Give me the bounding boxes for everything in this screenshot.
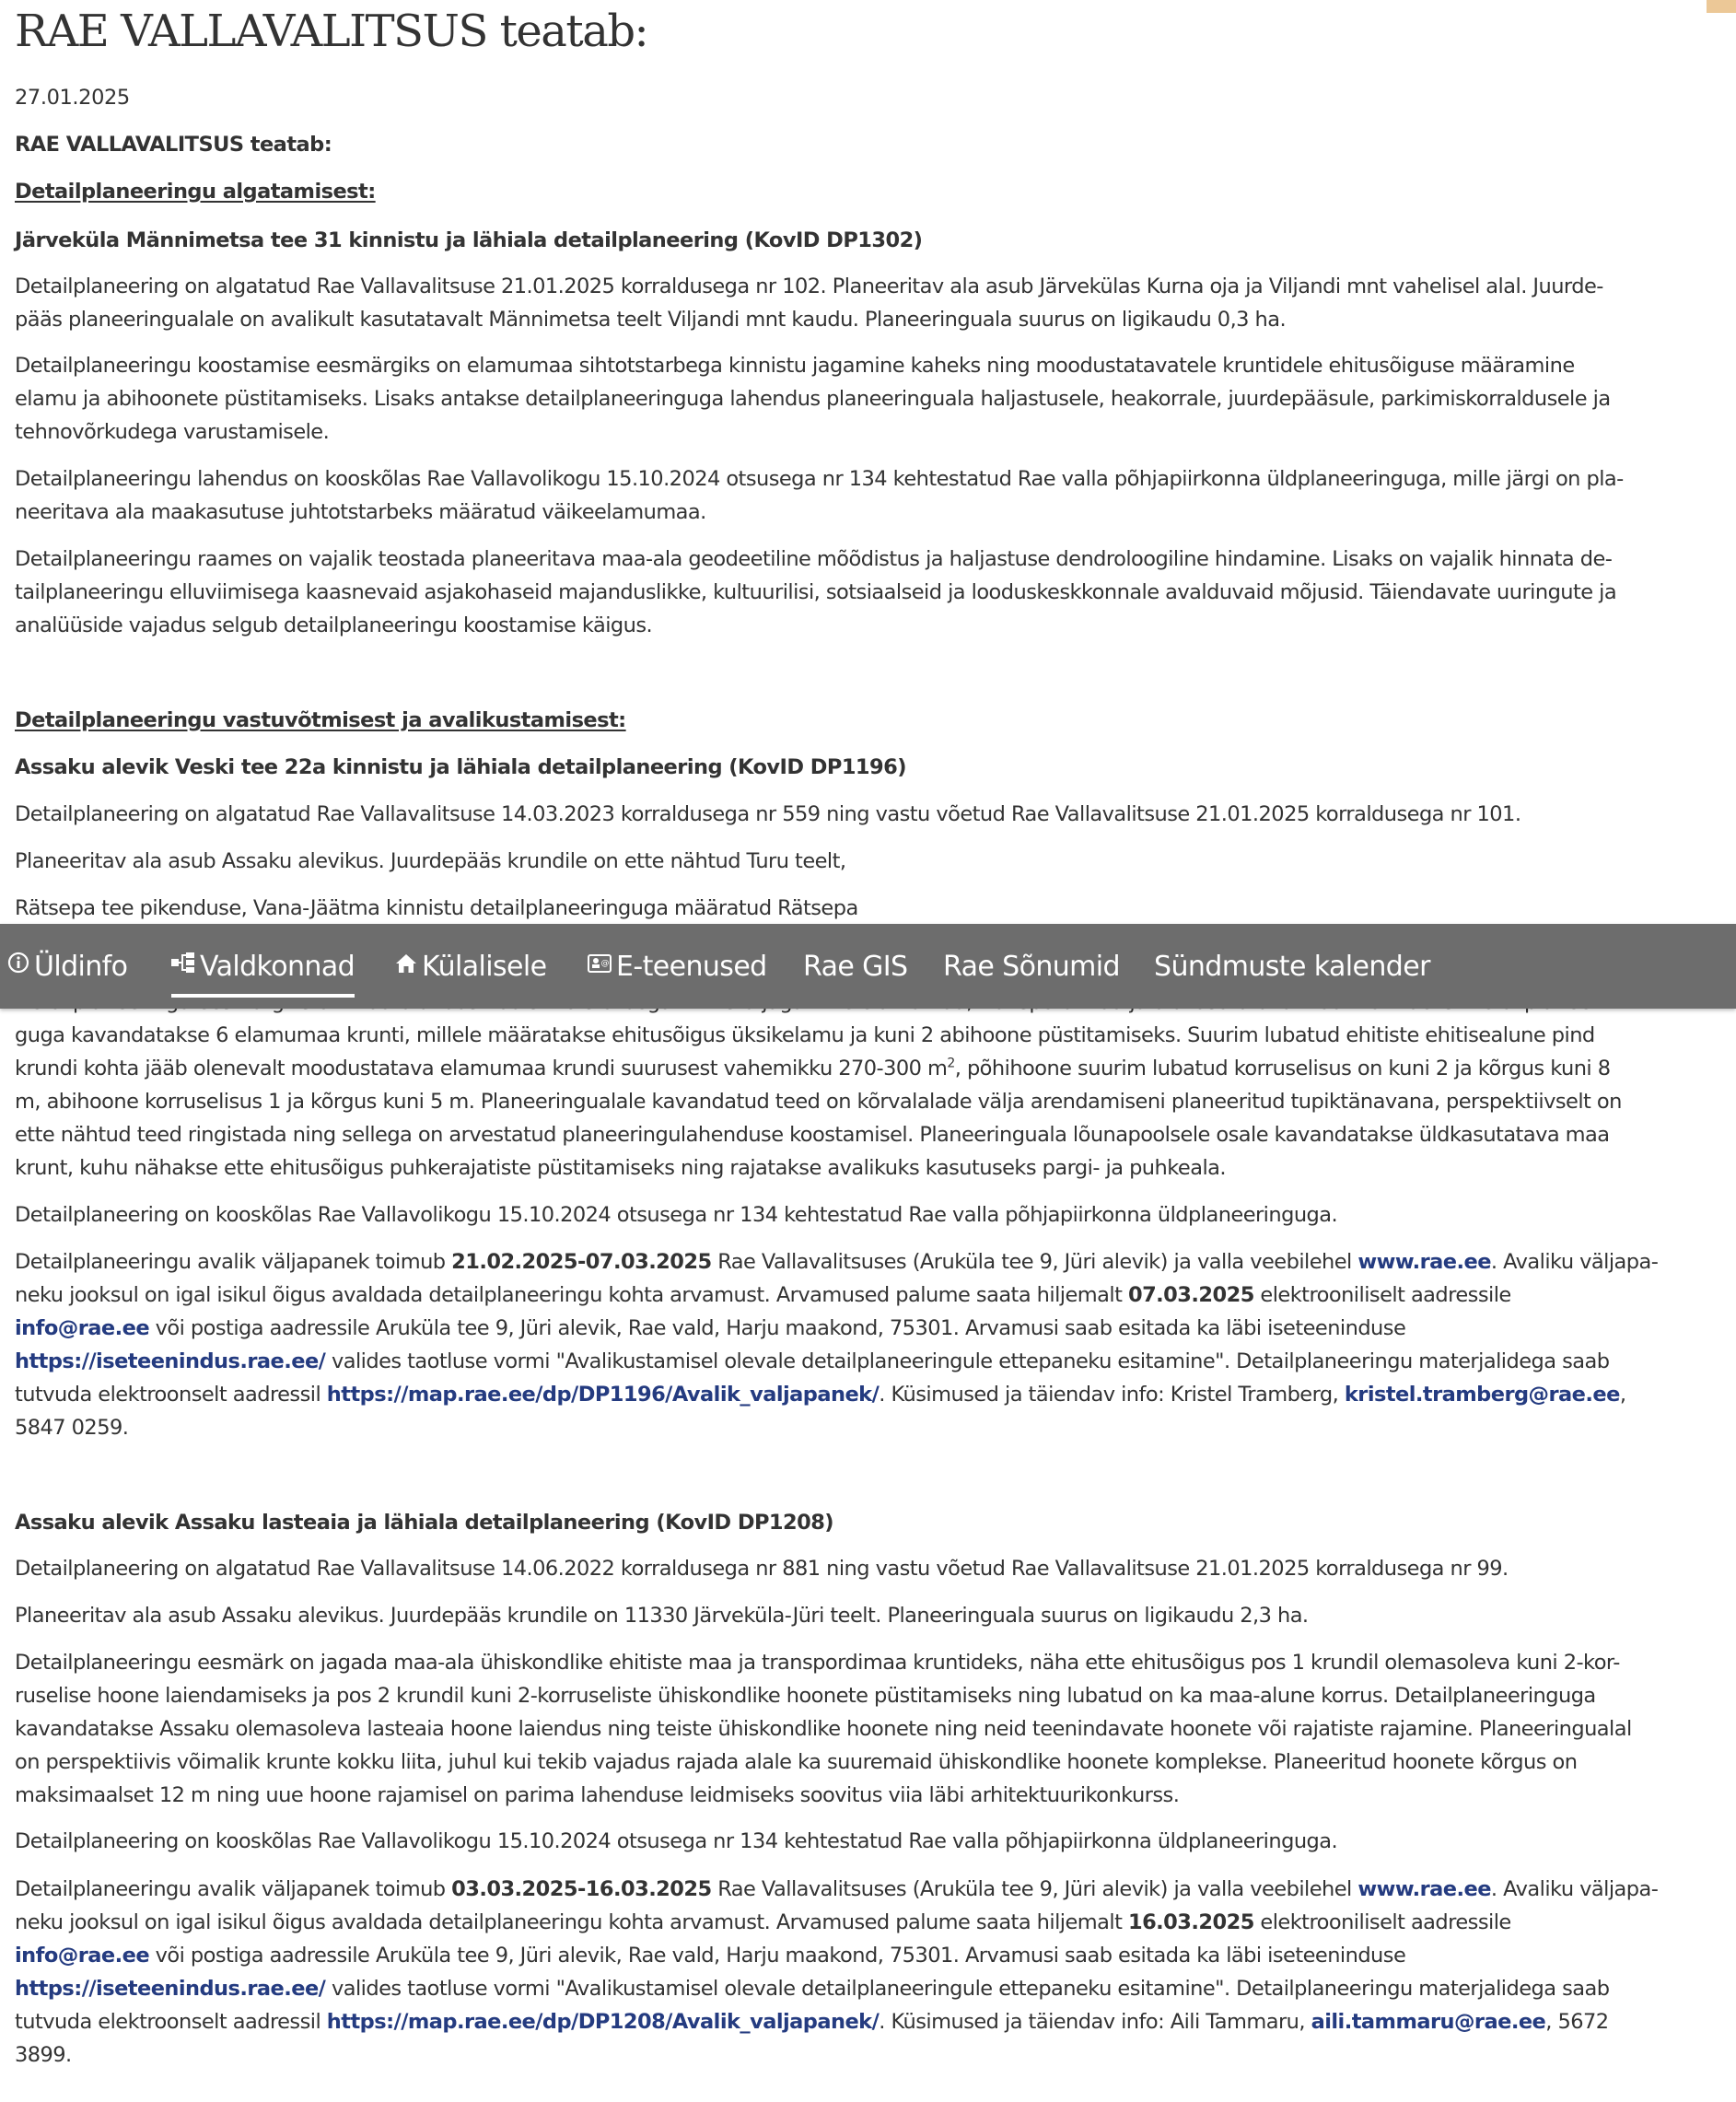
link-contact-email[interactable]: kristel.tramberg@rae.ee bbox=[1344, 1383, 1620, 1407]
link-info-email[interactable]: info@rae.ee bbox=[15, 1944, 150, 1968]
paragraph: guga kavandatakse 6 elamumaa krunti, millele määratakse ehitusõigus üksikelamu ja kuni 2 abihoone püstitamiseks. Suurim lubatud ehitiste ehitisealune pind krundi kohta jääb olenevalt moodustatava elamumaa krundi suurusest vahemikku 270-300 $m^2$, põhihoone suurim lubatud korruselisus on kuni 2 ja kõrgus kuni 8 m, abihoone korruselisus 1 ja kõrgus kuni 5 m. Planeeringualale kavandatud teed on kõrvalalade välja arendamiseni planeeritud tupiktänavana, perspektiivselt on ette nähtud teed ringistada ning sellega on arvestatud planeeringulahenduse koostamisel. Planeeringuala lõunapoolsele osale kavandatakse üldkasutatava maa krunt, kuhu nähakse ette ehitusõigus puhkerajatiste püstitamiseks ning rajatakse avalikuks kasutuseks pargi- ja puhkeala. bbox=[15, 986, 1625, 1185]
section-heading-adoption: Detailplaneeringu vastuvõtmisest ja avalikustamisest: bbox=[15, 708, 626, 732]
link-www-rae[interactable]: www.rae.ee bbox=[1357, 1877, 1491, 1901]
publish-date: 27.01.2025 bbox=[15, 86, 130, 110]
paragraph: Detailplaneeringu eesmärk on jagada maa-ala ühiskondlike ehitiste maa ja transpordimaa kruntideks, näha ette ehitusõigus pos 1 krundil olemasoleva kuni 2-kor- ruselise hoone laiendamiseks ja pos 2 krundil kuni 2-korruseliste ühiskondlike hoonete püstitamiseks ning lubatud on ka maa-alune korrus. Detailplaneeringuga kavandatakse Assaku olemasoleva lasteaia hoone laiendus ning teiste ühiskondlike hoonete ning neid teenindavate hoonete või rajatiste rajamine. Planeeringualal on perspektiivis võimalik krunte kokku liita, juhul kui tekib vajadus rajada alale ka suuremaid ühiskondlike hoonete komplekse. Planeeritud hoonete kõrgus on maksimaalset 12 m ning uue hoone rajamisel on parima lahenduse leidmiseks soovitus viia läbi arhitektuurikonkurss. bbox=[15, 1651, 1632, 1807]
paragraph: Detailplaneeringu koostamise eesmärgiks on elamumaa sihtotstarbega kinnistu jagamine kaheks ning moodustatavatele kruntidele ehitusõiguse määramine elamu ja abihoonete püstitamiseks. Lisaks antakse detailplaneeringuga lahendus planeeringuala haljastusele, heakorrale, juurdepääsule, parkimiskorraldusele ja tehnovõrkudega varustamisele. bbox=[15, 354, 1611, 444]
nav-item-kulalisele[interactable]: Külalisele bbox=[395, 924, 546, 1009]
paragraph: Detailplaneering on kooskõlas Rae Vallavolikogu 15.10.2024 otsusega nr 134 kehtestatud Rae valla põhjapiirkonna üldplaneeringuga. bbox=[15, 1203, 1338, 1227]
plan-title-dp1208: Assaku alevik Assaku lasteaia ja lähiala detailplaneering (KovID DP1208) bbox=[15, 1511, 834, 1535]
link-www-rae[interactable]: www.rae.ee bbox=[1357, 1250, 1491, 1274]
paragraph: Detailplaneeringu raames on vajalik teostada planeeritava maa-ala geodeetiline mõõdistus ja haljastuse dendroloogiline hindamine. Lisaks on vajalik hinnata de- tailplaneeringu elluviimisega kaasnevaid asjakohaseid majanduslikke, kultuurilisi, sotsiaalseid ja looduskeskkonnale avalduvaid mõjusid. Täiendavate uuringute ja analüüside vajadus selgub detailplaneeringu koostamise käigus. bbox=[15, 547, 1617, 637]
nav-item-uldinfo[interactable]: Üldinfo bbox=[7, 924, 127, 1009]
public-display-paragraph: Detailplaneeringu avalik väljapanek toimub 03.03.2025-16.03.2025 Rae Vallavalitsuses (Aruküla tee 9, Jüri alevik) ja valla veebilehel www.rae.ee. Avaliku väljapa- neku jooksul on igal isikul õigus avaldada detailplaneeringu kohta arvamust. Arvamused palume saata hiljemalt 16.03.2025 elektrooniliselt aadressile info@rae.ee või postiga aadressile Aruküla tee 9, Jüri alevik, Rae vald, Harju maakond, 75301. Arvamusi saab esitada ka läbi iseteeninduse https://iseteenindus.rae.ee/ valides taotluse vormi "Avalikustamisel olevale detailplaneeringule ettepaneku esitamine". Detailplaneeringu materjalidega saab tutvuda elektroonselt aadressil https://map.rae.ee/dp/DP1208/Avalik_valjapanek/. Küsimused ja täiendav info: Aili Tammaru, aili.tammaru@rae.ee, 5672 3899. bbox=[15, 1877, 1659, 2067]
nav-item-sundmuste-kalender[interactable]: Sündmuste kalender bbox=[1154, 951, 1430, 983]
display-dates: 03.03.2025-16.03.2025 bbox=[451, 1877, 712, 1901]
paragraph: Detailplaneering on algatatud Rae Vallavalitsuse 21.01.2025 korraldusega nr 102. Planeeritav ala asub Järvekülas Kurna oja ja Viljandi mnt vahelisel alal. Juurde- pääs planeeringualale on avalikult kasutatavalt Männimetsa teelt Viljandi mnt kaudu. Planeeringuala suurus on ligikaudu 0,3 ha. bbox=[15, 274, 1603, 332]
link-info-email[interactable]: info@rae.ee bbox=[15, 1316, 150, 1340]
nav-item-rae-sonumid[interactable]: Rae Sõnumid bbox=[943, 951, 1120, 983]
svg-text:@: @ bbox=[600, 958, 609, 968]
plan-title-dp1302: Järveküla Männimetsa tee 31 kinnistu ja lähiala detailplaneering (KovID DP1302) bbox=[15, 228, 923, 252]
nav-item-rae-gis[interactable]: Rae GIS bbox=[803, 951, 908, 983]
section-heading-initiation: Detailplaneeringu algatamisest: bbox=[15, 180, 376, 204]
paragraph-line: krundi kohta jääb olenevalt moodustatava elamumaa krundi suurusest vahemikku 270-300 $m^2$, põhihoone suurim lubatud korruselisus on kuni 2 ja kõrgus kuni 8 bbox=[15, 1056, 1611, 1080]
page-title: RAE VALLAVALITSUS teatab: bbox=[15, 6, 648, 57]
public-display-paragraph: Detailplaneeringu avalik väljapanek toimub 21.02.2025-07.03.2025 Rae Vallavalitsuses (Aruküla tee 9, Jüri alevik) ja valla veebilehel www.rae.ee. Avaliku väljapa- neku jooksul on igal isikul õigus avaldada detailplaneeringu kohta arvamust. Arvamused palume saata hiljemalt 07.03.2025 elektrooniliselt aadressile info@rae.ee või postiga aadressile Aruküla tee 9, Jüri alevik, Rae vald, Harju maakond, 75301. Arvamusi saab esitada ka läbi iseteeninduse https://iseteenindus.rae.ee/ valides taotluse vormi "Avalikustamisel olevale detailplaneeringule ettepaneku esitamine". Detailplaneeringu materjalidega saab tutvuda elektroonselt aadressil https://map.rae.ee/dp/DP1196/Avalik_valjapanek/. Küsimused ja täiendav info: Kristel Tramberg, kristel.tramberg@rae.ee, 5847 0259. bbox=[15, 1250, 1659, 1440]
nav-item-valdkonnad[interactable]: Valdkonnad bbox=[171, 924, 355, 1009]
link-iseteenindus[interactable]: https://iseteenindus.rae.ee/ bbox=[15, 1349, 326, 1373]
link-map-dp1208[interactable]: https://map.rae.ee/dp/DP1208/Avalik_valjapanek/ bbox=[326, 2010, 880, 2034]
plan-title-dp1196: Assaku alevik Veski tee 22a kinnistu ja lähiala detailplaneering (KovID DP1196) bbox=[15, 755, 906, 779]
main-nav bbox=[0, 924, 1736, 1009]
corner-decoration bbox=[1707, 0, 1736, 13]
link-iseteenindus[interactable]: https://iseteenindus.rae.ee/ bbox=[15, 1977, 326, 2001]
paragraph: Planeeritav ala asub Assaku alevikus. Juurdepääs krundile on 11330 Järveküla-Jüri teelt. Planeeringuala suurus on ligikaudu 2,3 ha. bbox=[15, 1604, 1309, 1628]
nav-item-e-teenused[interactable]: @ E-teenused bbox=[588, 924, 767, 1009]
paragraph: Detailplaneering on algatatud Rae Vallavalitsuse 14.06.2022 korraldusega nr 881 ning vastu võetud Rae Vallavalitsuse 21.01.2025 korraldusega nr 99. bbox=[15, 1557, 1509, 1581]
deadline-date: 07.03.2025 bbox=[1127, 1283, 1254, 1307]
e-services-card-icon bbox=[588, 922, 612, 1009]
paragraph: Rätsepa tee pikenduse, Vana-Jäätma kinnistu detailplaneeringuga määratud Rätsepa bbox=[15, 896, 858, 920]
link-contact-email[interactable]: aili.tammaru@rae.ee bbox=[1311, 2010, 1546, 2034]
link-map-dp1196[interactable]: https://map.rae.ee/dp/DP1196/Avalik_valjapanek/ bbox=[326, 1383, 880, 1407]
announcer-heading: RAE VALLAVALITSUS teatab: bbox=[15, 133, 332, 157]
deadline-date: 16.03.2025 bbox=[1127, 1910, 1254, 1934]
home-icon bbox=[395, 922, 417, 1009]
active-tab-indicator bbox=[171, 994, 355, 998]
paragraph: Detailplaneering on kooskõlas Rae Vallavolikogu 15.10.2024 otsusega nr 134 kehtestatud Rae valla põhjapiirkonna üldplaneeringuga. bbox=[15, 1829, 1338, 1853]
display-dates: 21.02.2025-07.03.2025 bbox=[451, 1250, 712, 1274]
paragraph: Planeeritav ala asub Assaku alevikus. Juurdepääs krundile on ette nähtud Turu teelt, bbox=[15, 849, 846, 873]
paragraph: Detailplaneering on algatatud Rae Vallavalitsuse 14.03.2023 korraldusega nr 559 ning vastu võetud Rae Vallavalitsuse 21.01.2025 korraldusega nr 101. bbox=[15, 802, 1521, 826]
info-circle-icon bbox=[7, 922, 29, 1009]
paragraph: Detailplaneeringu lahendus on kooskõlas Rae Vallavolikogu 15.10.2024 otsusega nr 134 kehtestatud Rae valla põhjapiirkonna üldplaneeringuga, mille järgi on pla- neeritava ala maakasutuse juhtotstarbeks määratud väikeelamumaa. bbox=[15, 467, 1624, 524]
